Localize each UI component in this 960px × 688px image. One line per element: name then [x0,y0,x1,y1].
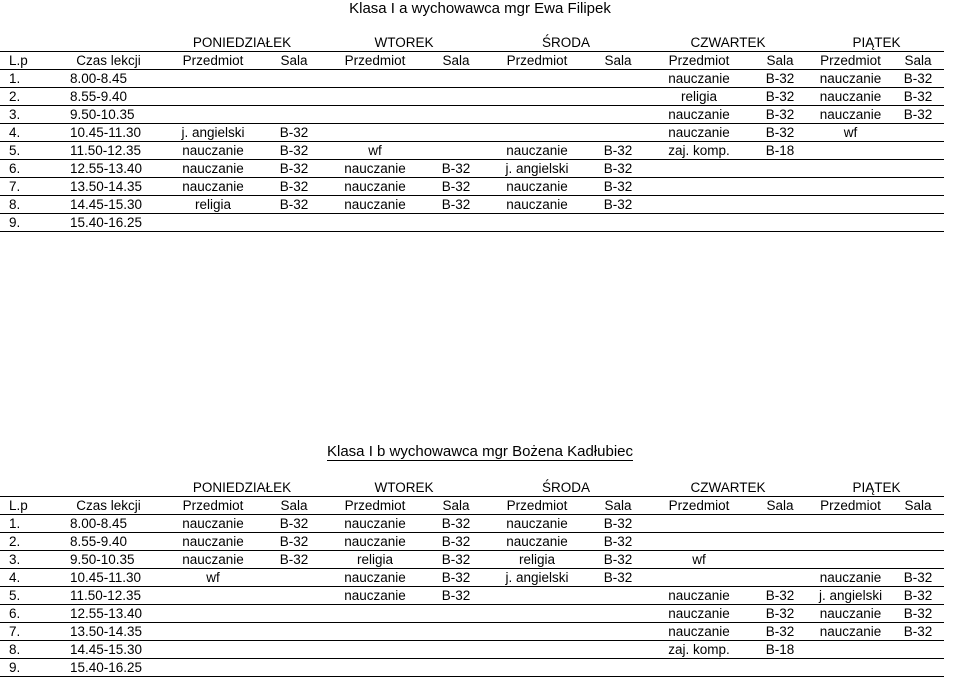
subject-cell: nauczanie [647,70,751,88]
room-cell: B-32 [427,587,485,605]
table-row [0,142,944,160]
day-header: WTOREK [323,479,485,497]
room-cell [589,641,647,659]
subject-cell: nauczanie [323,569,427,587]
lesson-time: 12.55-13.40 [56,605,161,623]
room-cell: B-32 [265,551,323,569]
lesson-time: 14.45-15.30 [56,196,161,214]
table-row [0,178,944,196]
subject-cell [161,70,265,88]
room-cell [265,214,323,232]
day-header: CZWARTEK [647,34,809,52]
day-header-blank [0,34,161,52]
room-cell [892,196,944,214]
room-cell [751,659,809,677]
room-cell: B-32 [265,515,323,533]
room-cell [427,70,485,88]
room-cell: B-32 [892,88,944,106]
subject-cell [485,623,589,641]
day-header-row [0,479,944,497]
subject-cell [809,515,892,533]
room-cell: B-32 [892,587,944,605]
column-header: Sala [589,497,647,515]
table-row [0,605,944,623]
room-cell: B-32 [589,569,647,587]
room-cell [427,659,485,677]
subject-cell: religia [161,196,265,214]
subject-cell [809,142,892,160]
subject-cell [809,160,892,178]
column-header: Przedmiot [809,52,892,70]
lesson-number: 1. [0,515,56,533]
room-cell [892,214,944,232]
column-header: Sala [892,52,944,70]
room-cell: B-32 [751,124,809,142]
subject-cell: nauczanie [809,70,892,88]
room-cell: B-32 [751,587,809,605]
day-header: ŚRODA [485,34,647,52]
subject-cell: nauczanie [809,569,892,587]
subject-cell [485,587,589,605]
subject-cell [323,124,427,142]
subject-cell [485,214,589,232]
subject-cell: religia [485,551,589,569]
day-header: PIĄTEK [809,34,944,52]
table-row [0,623,944,641]
room-cell [892,659,944,677]
day-header: PONIEDZIAŁEK [161,34,323,52]
lesson-time: 10.45-11.30 [56,569,161,587]
lesson-number: 3. [0,106,56,124]
subject-cell: nauczanie [161,515,265,533]
column-header: Sala [427,497,485,515]
subject-cell: nauczanie [809,106,892,124]
subject-cell [809,659,892,677]
lesson-number: 7. [0,623,56,641]
room-cell [265,641,323,659]
subject-cell: nauczanie [809,605,892,623]
room-cell [589,587,647,605]
lesson-time: 11.50-12.35 [56,142,161,160]
room-cell [751,533,809,551]
room-cell [589,214,647,232]
room-cell: B-32 [589,196,647,214]
lesson-number: 5. [0,142,56,160]
room-cell: B-32 [589,160,647,178]
room-cell [751,178,809,196]
subject-cell [161,659,265,677]
room-cell [265,605,323,623]
subject-cell [161,623,265,641]
room-cell [751,569,809,587]
subject-cell: nauczanie [323,515,427,533]
lesson-number: 1. [0,70,56,88]
subject-cell [647,515,751,533]
room-cell: B-32 [892,569,944,587]
column-header: Przedmiot [161,497,265,515]
lesson-number: 3. [0,551,56,569]
room-cell: B-32 [427,569,485,587]
day-header-blank [0,479,161,497]
subject-cell: nauczanie [647,587,751,605]
room-cell: B-32 [265,178,323,196]
subject-cell: nauczanie [647,605,751,623]
column-header: Przedmiot [161,52,265,70]
subject-cell: wf [647,551,751,569]
class-a-timetable [0,34,944,232]
subject-cell [647,659,751,677]
room-cell [265,659,323,677]
lesson-time: 15.40-16.25 [56,659,161,677]
column-header: Sala [589,52,647,70]
room-cell [265,70,323,88]
room-cell [265,623,323,641]
lesson-time: 10.45-11.30 [56,124,161,142]
table-row [0,88,944,106]
room-cell: B-32 [427,178,485,196]
table-row [0,106,944,124]
subject-cell [809,533,892,551]
lesson-time: 14.45-15.30 [56,641,161,659]
column-header: Przedmiot [323,52,427,70]
lesson-time: 9.50-10.35 [56,551,161,569]
room-cell: B-32 [427,533,485,551]
room-cell: B-32 [427,551,485,569]
table-row [0,533,944,551]
room-cell [751,214,809,232]
subject-cell: wf [323,142,427,160]
class-b-title [0,443,960,461]
room-cell: B-32 [265,196,323,214]
room-cell [427,623,485,641]
table-row [0,160,944,178]
room-cell [589,124,647,142]
room-cell [589,70,647,88]
table-row [0,551,944,569]
room-cell: B-32 [589,533,647,551]
column-header: Sala [751,497,809,515]
room-cell: B-32 [427,196,485,214]
subject-cell: religia [323,551,427,569]
day-header: PONIEDZIAŁEK [161,479,323,497]
subject-cell [161,587,265,605]
subject-cell [485,641,589,659]
lesson-number: 6. [0,605,56,623]
subject-cell: nauczanie [161,142,265,160]
column-header-row [0,52,944,70]
subject-cell [647,569,751,587]
subject-cell: j. angielski [161,124,265,142]
room-cell [589,88,647,106]
column-header: Sala [265,52,323,70]
table-row [0,196,944,214]
day-header: PIĄTEK [809,479,944,497]
subject-cell [485,70,589,88]
subject-cell: zaj. komp. [647,641,751,659]
room-cell: B-32 [892,106,944,124]
room-cell: B-32 [427,160,485,178]
lesson-number: 8. [0,641,56,659]
lesson-time: 9.50-10.35 [56,106,161,124]
column-header: Sala [265,497,323,515]
subject-cell [323,106,427,124]
subject-cell: nauczanie [161,551,265,569]
room-cell [427,88,485,106]
room-cell [265,569,323,587]
lesson-number: 2. [0,533,56,551]
lesson-number: 9. [0,214,56,232]
room-cell [892,533,944,551]
room-cell [427,641,485,659]
room-cell [892,641,944,659]
subject-cell: nauczanie [485,196,589,214]
subject-cell: nauczanie [323,587,427,605]
subject-cell: nauczanie [647,124,751,142]
room-cell: B-32 [892,623,944,641]
room-cell [427,106,485,124]
room-cell: B-32 [589,551,647,569]
class-b-title-text: Klasa I b wychowawca mgr Bożena Kadłubiec [327,443,633,460]
table-row [0,214,944,232]
table-row [0,515,944,533]
room-cell [265,88,323,106]
subject-cell: nauczanie [485,142,589,160]
day-header: ŚRODA [485,479,647,497]
room-cell [751,515,809,533]
room-cell [892,124,944,142]
subject-cell: wf [809,124,892,142]
room-cell [589,605,647,623]
table-row [0,659,944,677]
lesson-number: 5. [0,587,56,605]
room-cell: B-32 [751,70,809,88]
subject-cell: nauczanie [323,196,427,214]
subject-cell: j. angielski [809,587,892,605]
day-header: WTOREK [323,34,485,52]
subject-cell: religia [647,88,751,106]
subject-cell [161,106,265,124]
room-cell: B-32 [265,142,323,160]
room-cell [892,160,944,178]
subject-cell [161,641,265,659]
subject-cell: j. angielski [485,160,589,178]
table-row [0,70,944,88]
table-row [0,641,944,659]
room-cell [751,551,809,569]
subject-cell [161,605,265,623]
room-cell: B-32 [751,605,809,623]
subject-cell: nauczanie [809,88,892,106]
room-cell [751,196,809,214]
lesson-number: 2. [0,88,56,106]
subject-cell [485,659,589,677]
subject-cell [323,88,427,106]
lesson-time: 8.55-9.40 [56,88,161,106]
column-header: Przedmiot [485,497,589,515]
lesson-time: 13.50-14.35 [56,623,161,641]
room-cell: B-18 [751,142,809,160]
table-row [0,124,944,142]
room-cell: B-32 [265,533,323,551]
subject-cell [323,623,427,641]
column-header: Przedmiot [485,52,589,70]
column-header: Sala [427,52,485,70]
subject-cell: nauczanie [323,160,427,178]
column-header: Przedmiot [647,52,751,70]
room-cell: B-32 [892,70,944,88]
column-header: Czas lekcji [56,497,161,515]
room-cell [892,178,944,196]
day-header: CZWARTEK [647,479,809,497]
column-header: Sala [892,497,944,515]
room-cell [892,551,944,569]
class-b-timetable [0,479,944,677]
subject-cell [809,551,892,569]
column-header: Sala [751,52,809,70]
subject-cell [323,659,427,677]
column-header: Czas lekcji [56,52,161,70]
subject-cell [323,70,427,88]
lesson-number: 6. [0,160,56,178]
column-header: Przedmiot [809,497,892,515]
subject-cell [809,214,892,232]
subject-cell [485,88,589,106]
subject-cell [485,605,589,623]
room-cell [265,106,323,124]
room-cell: B-32 [589,515,647,533]
lesson-time: 8.00-8.45 [56,515,161,533]
column-header: Przedmiot [647,497,751,515]
lesson-time: 13.50-14.35 [56,178,161,196]
subject-cell: wf [161,569,265,587]
column-header: Przedmiot [323,497,427,515]
subject-cell [161,88,265,106]
day-header-row [0,34,944,52]
subject-cell [323,605,427,623]
room-cell [892,142,944,160]
subject-cell: nauczanie [161,160,265,178]
subject-cell: nauczanie [647,623,751,641]
subject-cell [809,178,892,196]
lesson-number: 4. [0,124,56,142]
subject-cell: nauczanie [485,515,589,533]
subject-cell [323,214,427,232]
room-cell: B-32 [892,605,944,623]
room-cell [427,214,485,232]
lesson-time: 12.55-13.40 [56,160,161,178]
subject-cell [647,178,751,196]
room-cell: B-32 [751,623,809,641]
subject-cell: nauczanie [485,178,589,196]
table-row [0,569,944,587]
lesson-time: 8.00-8.45 [56,70,161,88]
column-header: L.p [0,497,56,515]
subject-cell: zaj. komp. [647,142,751,160]
room-cell: B-32 [589,142,647,160]
room-cell: B-32 [751,88,809,106]
subject-cell [647,196,751,214]
lesson-time: 11.50-12.35 [56,587,161,605]
room-cell [427,142,485,160]
room-cell [751,160,809,178]
subject-cell: nauczanie [323,533,427,551]
room-cell [265,587,323,605]
column-header: L.p [0,52,56,70]
room-cell: B-32 [751,106,809,124]
room-cell [589,659,647,677]
column-header-row [0,497,944,515]
room-cell: B-32 [265,160,323,178]
room-cell: B-32 [589,178,647,196]
subject-cell: nauczanie [323,178,427,196]
subject-cell: nauczanie [647,106,751,124]
subject-cell [323,641,427,659]
subject-cell: nauczanie [161,178,265,196]
subject-cell: nauczanie [161,533,265,551]
room-cell: B-32 [265,124,323,142]
room-cell: B-32 [427,515,485,533]
table-row [0,587,944,605]
lesson-number: 8. [0,196,56,214]
subject-cell [485,124,589,142]
room-cell [427,605,485,623]
class-a-title: Klasa I a wychowawca mgr Ewa Filipek [349,0,611,17]
subject-cell: nauczanie [809,623,892,641]
lesson-number: 4. [0,569,56,587]
lesson-number: 9. [0,659,56,677]
subject-cell [809,641,892,659]
subject-cell [161,214,265,232]
subject-cell: nauczanie [485,533,589,551]
subject-cell: j. angielski [485,569,589,587]
room-cell [427,124,485,142]
subject-cell [647,214,751,232]
subject-cell [485,106,589,124]
lesson-time: 8.55-9.40 [56,533,161,551]
subject-cell [809,196,892,214]
subject-cell [647,160,751,178]
room-cell: B-18 [751,641,809,659]
lesson-time: 15.40-16.25 [56,214,161,232]
room-cell [589,106,647,124]
lesson-number: 7. [0,178,56,196]
room-cell [589,623,647,641]
room-cell [892,515,944,533]
subject-cell [647,533,751,551]
